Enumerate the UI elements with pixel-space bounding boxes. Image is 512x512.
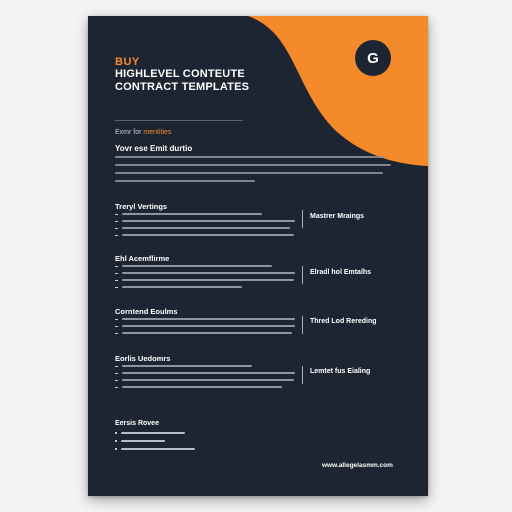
section-heading-3: Corntend Eoulms [115,307,178,316]
text-line [115,156,385,158]
section-1-separator [302,210,303,228]
section-1-side-label: Mastrer Mraings [310,213,365,220]
list-item [115,318,295,320]
list-item [115,325,295,327]
intro-paragraph [115,156,393,188]
list-item [115,272,295,274]
text-line [115,180,255,182]
section-2-side-label: Elradl hol Emtalhs [310,269,372,276]
title-line-2: CONTRACT TEMPLATES [115,81,250,93]
section-label-highlight: mentities [143,129,172,136]
footer-url: www.allegelasmm.com [322,462,393,469]
section-heading-4: Eorlis Uedomrs [115,354,171,363]
list-item [115,234,295,236]
list-item [115,220,295,222]
list-item [115,365,295,367]
divider [115,120,243,121]
section-4-side-label: Lemtet fus Eialing [310,368,371,375]
list-item [115,332,295,334]
list-item [115,448,195,450]
list-item [115,372,295,374]
title-line-1: HIGHLEVEL CONTEUTE [115,68,245,80]
contract-template-page [88,16,428,496]
text-line [115,172,383,174]
section-3-separator [302,316,303,334]
section-2-list [115,265,295,293]
section-heading-2: Ehl Acemflirme [115,254,170,263]
list-item [115,432,195,434]
section-1-list [115,213,295,241]
list-item [115,279,295,281]
section-heading-1: Treryl Vertings [115,202,168,211]
section-3-side-label: Thred Lod Rereding [310,318,377,325]
document-title [115,68,345,94]
list-item [115,379,295,381]
section-3-list [115,318,295,339]
list-item [115,265,295,267]
section-2-separator [302,266,303,284]
text-line [115,164,391,166]
section-label-text: Exmr for [115,129,142,136]
logo-badge: G [355,40,391,76]
list-item [115,213,295,215]
list-item [115,440,195,442]
list-item [115,227,295,229]
list-item [115,386,295,388]
footer-heading: Eersis Rovee [115,420,159,427]
section-label [115,129,171,136]
list-item [115,286,295,288]
footer-list [115,432,195,456]
eyebrow-word: BUY [115,56,140,68]
intro-heading: Yovr ese Emit durtio [115,144,193,153]
section-4-separator [302,366,303,384]
section-4-list [115,365,295,393]
